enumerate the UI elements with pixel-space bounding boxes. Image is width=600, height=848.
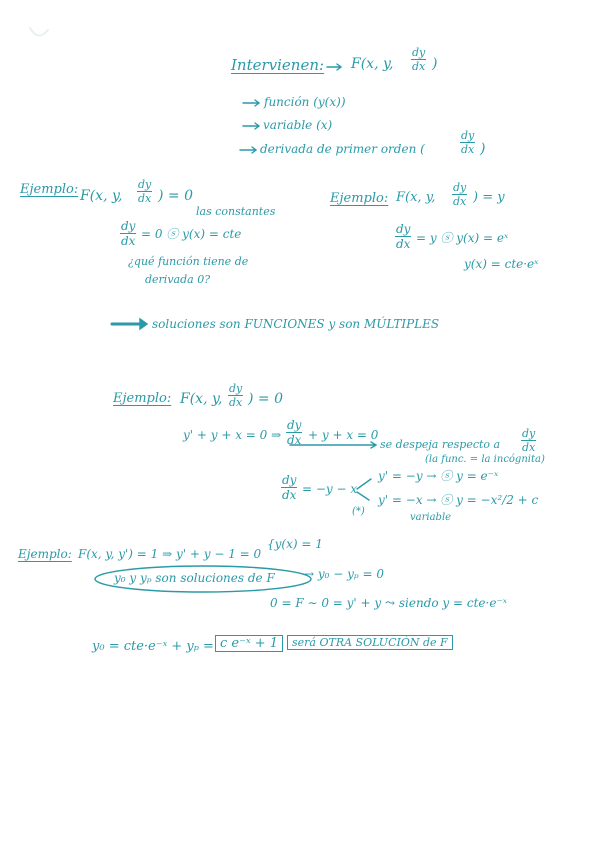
ex2-deriv-den: dx: [396, 237, 411, 251]
ex1-formula-b: ) = 0: [158, 188, 193, 204]
ex1-question-1: ¿qué función tiene de: [128, 255, 249, 268]
ex2-formula-b: ) = y: [473, 190, 505, 205]
faint-mark: [30, 28, 48, 36]
intro-item-3: derivada de primer orden (: [260, 142, 425, 156]
intro-item-3-num: dy: [461, 129, 475, 142]
ex4-line2: 0 = F ∼ 0 = y' + y ⤳ siendo y = cte·e⁻ˣ: [270, 596, 508, 610]
ex3-line1-den: dx: [287, 433, 302, 447]
ex2-formula-num: dy: [453, 181, 467, 194]
ex4-final-b: será OTRA SOLUCIÓN de F: [287, 635, 453, 650]
ex4-final-a: y₀ = cte·e⁻ˣ + yₚ =: [92, 639, 214, 654]
ex3-left-fraction: [281, 474, 297, 501]
intro-formula-num: dy: [412, 46, 426, 59]
intro-item-3-fraction: [460, 130, 475, 155]
ex2-deriv-rest: = y ⓢ y(x) = eˣ: [416, 231, 509, 245]
arrow-branch-up: [357, 479, 371, 489]
ex2-deriv-num: dy: [396, 222, 411, 236]
ex1-deriv-rest: = 0 ⓢ y(x) = cte: [141, 227, 242, 241]
intro-item-3-den: dx: [461, 143, 475, 156]
ex1-formula-den: dx: [138, 192, 152, 205]
ex2-solution: y(x) = cte·eˣ: [464, 257, 539, 271]
ex4-final-box: c e⁻ˣ + 1: [215, 635, 283, 652]
ex3-line1-fraction: [286, 419, 302, 446]
ex1-formula-num: dy: [138, 178, 152, 191]
ex1-formula-a: F(x, y,: [80, 188, 123, 204]
intro-formula-den: dx: [412, 60, 426, 73]
ex4-arrow-result: → y₀ − yₚ = 0: [304, 567, 385, 581]
ex3-despeja-fraction: [521, 428, 536, 453]
ex1-formula-fraction: [137, 179, 152, 204]
ex3-left-den: dx: [282, 488, 297, 502]
ex3-star: (*): [352, 506, 365, 517]
ex3-incognita: (la func. = la incógnita): [425, 454, 545, 465]
ex3-left-num: dy: [282, 473, 297, 487]
ex4-brace: {y(x) = 1: [267, 537, 323, 551]
ex3-branch-2: y' = −x → ⓢ y = −x²/2 + c: [378, 493, 539, 507]
ex1-deriv-num: dy: [121, 219, 136, 233]
ex3-despeja: se despeja respecto a: [380, 438, 501, 451]
ex3-line1-a: y' + y + x = 0 ⇒: [183, 428, 282, 442]
ex3-formula-fraction: [228, 383, 243, 408]
ex3-despeja-den: dx: [522, 441, 536, 454]
ex2-deriv-fraction: [395, 223, 411, 250]
arrow-item-1: [243, 100, 259, 106]
ex1-deriv-den: dx: [121, 234, 136, 248]
intro-formula-b: ): [432, 56, 438, 72]
arrow-branch-down: [357, 492, 369, 500]
ex2-formula-den: dx: [453, 195, 467, 208]
ex4-line: F(x, y, y') = 1 ⇒ y' + y − 1 = 0: [78, 547, 262, 561]
ex1-question-2: derivada 0?: [145, 273, 211, 286]
ex2-formula-fraction: [452, 182, 467, 207]
ex3-formula-num: dy: [229, 382, 243, 395]
ex3-left-rest: = −y − x: [302, 482, 358, 496]
arrow-item-2: [243, 123, 259, 129]
arrow-intro: [327, 64, 341, 70]
intro-item-1: función (y(x)): [264, 95, 346, 109]
ex4-oval-text: y₀ y yₚ son soluciones de F: [114, 571, 275, 585]
ex3-despeja-num: dy: [522, 427, 536, 440]
intro-formula-fraction: [411, 47, 426, 72]
intro-title: Intervienen:: [231, 56, 325, 74]
ex3-line1-num: dy: [287, 418, 302, 432]
ex3-formula-den: dx: [229, 396, 243, 409]
ex3-label: Ejemplo:: [113, 391, 172, 406]
ex1-note: las constantes: [196, 205, 276, 218]
ex3-formula-b: ) = 0: [248, 391, 283, 407]
intro-item-3-close: ): [480, 141, 486, 157]
ex4-label: Ejemplo:: [18, 547, 72, 561]
multiples-note: soluciones son FUNCIONES y son MÚLTIPLES: [152, 317, 440, 331]
intro-item-2: variable (x): [263, 118, 333, 132]
ex1-label: Ejemplo:: [20, 182, 79, 197]
intro-formula-a: F(x, y,: [351, 56, 394, 72]
arrow-item-3: [240, 147, 256, 153]
ex3-branch-1: y' = −y → ⓢ y = e⁻ˣ: [378, 469, 499, 483]
ex2-formula-a: F(x, y,: [396, 190, 436, 205]
arrow-despeja: [290, 442, 376, 448]
ex3-line1-b: + y + x = 0: [308, 428, 379, 442]
ex2-label: Ejemplo:: [330, 191, 389, 206]
ex3-variable: variable: [410, 512, 452, 523]
ex3-formula-a: F(x, y,: [180, 391, 223, 407]
ex1-deriv-fraction: [120, 220, 136, 247]
